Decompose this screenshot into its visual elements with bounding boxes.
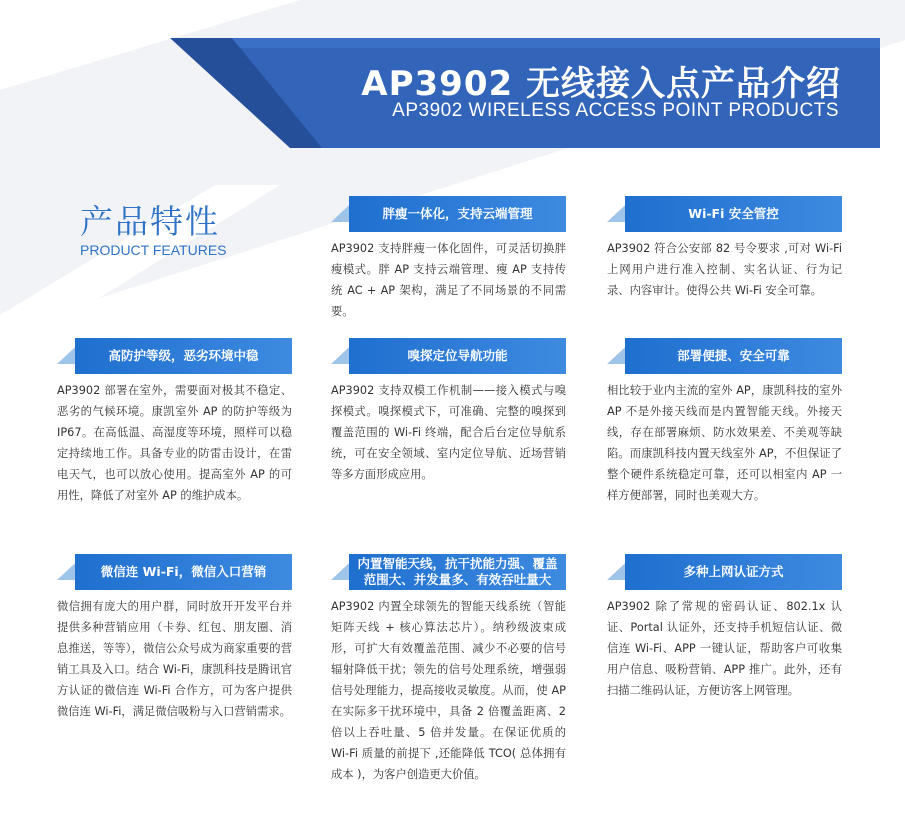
feature-description: AP3902 符合公安部 82 号令要求 ,可对 Wi-Fi 上网用户进行准入控制、实名认证、行为记录、内容审计。使得公共 Wi-Fi 安全可靠。	[607, 242, 842, 297]
section-title: 产品特性	[80, 202, 220, 241]
page-title: AP3902 无线接入点产品介绍	[361, 64, 841, 104]
feature-tag	[331, 196, 566, 232]
feature-tag	[57, 338, 292, 374]
feature-title: 胖瘦一体化，支持云端管理	[382, 206, 533, 221]
feature-title: Wi-Fi 安全管控	[688, 206, 779, 221]
feature-description: AP3902 内置全球领先的智能天线系统（智能矩阵天线 + 核心算法芯片）。纳秒级波束成形，可扩大有效覆盖范围、减少不必要的信号辐射降低干扰；领先的信号处理系统，增强弱信号处理能力，提高接收灵敏度。从而，使 AP 在实际多干扰环境中，具备 2 倍覆盖距离、2 倍以上吞吐量、5 倍并发量。在保证优质的 Wi-Fi 质量的前提下 ,还能降低 TCO( 总体拥有成本 )，为客户创造更大价值。	[331, 600, 566, 781]
feature-description: 相比较于业内主流的室外 AP，康凯科技的室外 AP 不是外接天线而是内置智能天线。外接天线，存在部署麻烦、防水效果差、不美观等缺陷。而康凯科技内置天线室外 AP，不但保证了整个硬件系统稳定可靠，还可以相室内 AP 一样方便部署，同时也美观大方。	[607, 384, 842, 502]
feature-description: AP3902 支持胖瘦一体化固件，可灵活切换胖瘦模式。胖 AP 支持云端管理、瘦 AP 支持传统 AC + AP 架构，满足了不同场景的不同需要。	[331, 242, 566, 318]
feature-tag	[331, 554, 566, 590]
feature-title: 高防护等级，恶劣环境中稳	[108, 348, 259, 363]
feature-title: 内置智能天线，抗干扰能力强、覆盖范围大、并发量多、有效吞吐量大	[357, 556, 558, 587]
feature-title: 多种上网认证方式	[683, 564, 784, 579]
feature-tag	[57, 554, 292, 590]
feature-description: AP3902 支持双模工作机制——接入模式与嗅探模式。嗅探模式下，可准确、完整的嗅探到覆盖范围的 Wi-Fi 终端，配合后台定位导航系统，可在安全领域、室内定位导航、近场营销等多方面形成应用。	[331, 384, 566, 481]
feature-tag	[607, 554, 842, 590]
section-subtitle: PRODUCT FEATURES	[80, 242, 227, 258]
page-subtitle: AP3902 WIRELESS ACCESS POINT PRODUCTS	[392, 100, 839, 121]
feature-title: 嗅探定位导航功能	[407, 348, 508, 363]
feature-description: AP3902 部署在室外，需要面对极其不稳定、恶劣的气候环境。康凯室外 AP 的防护等级为 IP67。在高低温、高湿度等环境，照样可以稳定持续地工作。具备专业的防雷击设计，在雷电天气，也可以放心使用。提高室外 AP 的可用性，降低了对室外 AP 的维护成本。	[57, 384, 292, 502]
feature-tag	[607, 196, 842, 232]
feature-description: AP3902 除了常规的密码认证、802.1x 认证、Portal 认证外，还支持手机短信认证、微信连 Wi-Fi、APP 一键认证，帮助客户可收集用户信息、吸粉营销、APP 推广。此外，还有扫描二维码认证，方便访客上网管理。	[607, 600, 842, 697]
feature-title: 微信连 Wi-Fi，微信入口营销	[100, 564, 267, 579]
feature-description: 微信拥有庞大的用户群，同时放开开发平台并提供多种营销应用（卡券、红包、朋友圈、消息推送，等等），微信公众号成为商家重要的营销工具及入口。结合 Wi-Fi，康凯科技是腾讯官方认证的微信连 Wi-Fi 合作方，可为客户提供微信连 Wi-Fi，满足微信吸粉与入口营销需求。	[57, 600, 292, 718]
feature-tag	[331, 338, 566, 374]
feature-tag	[607, 338, 842, 374]
feature-title: 部署便捷、安全可靠	[677, 348, 790, 363]
